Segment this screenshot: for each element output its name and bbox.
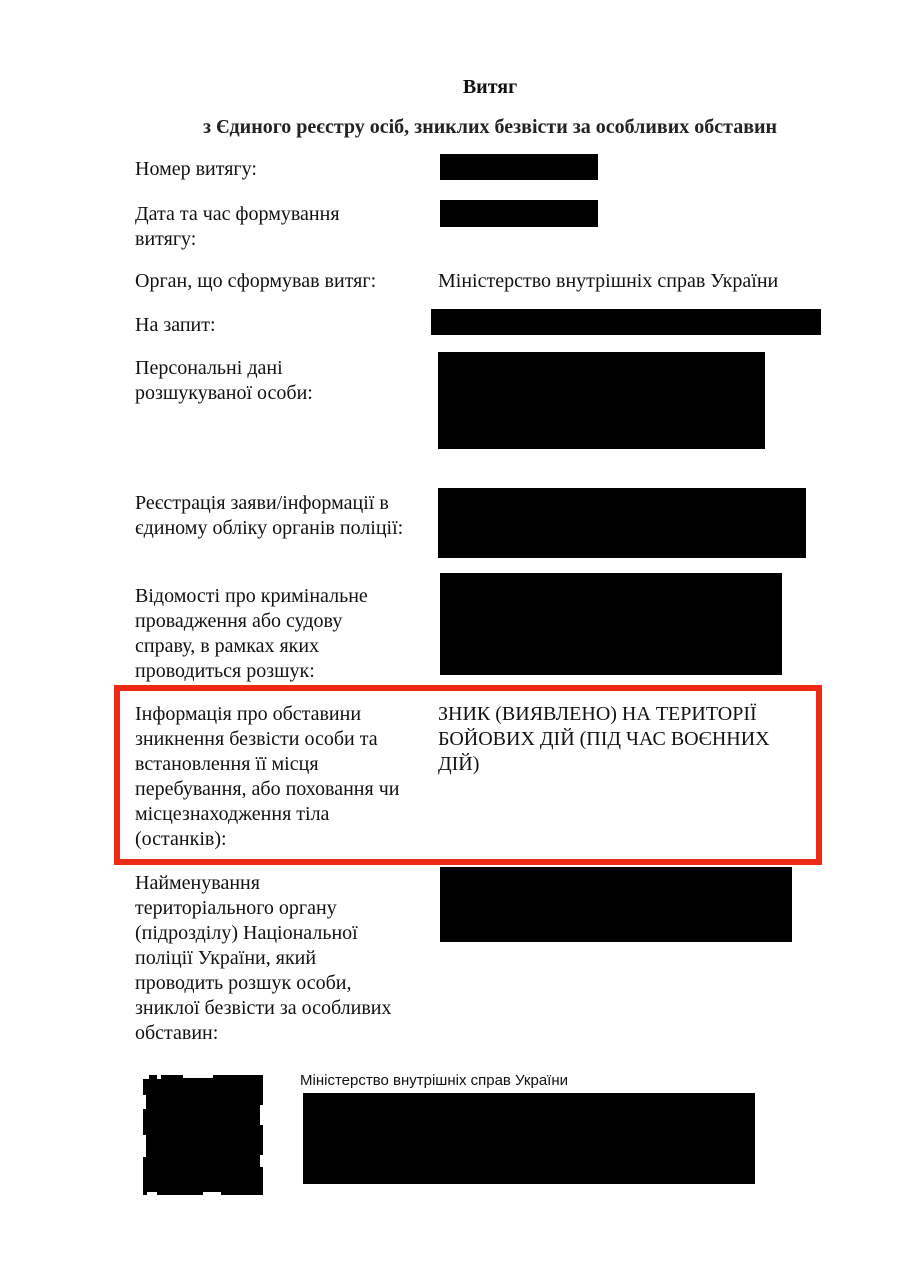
field-label-registration: Реєстрація заяви/інформації в єдиному обліку органів поліції: [135,492,404,539]
redacted-footer-signature [303,1093,755,1184]
field-value-circumstances: ЗНИК (ВИЯВЛЕНО) НА ТЕРИТОРІЇ БОЙОВИХ ДІЙ (ПІД ЧАС ВОЄННИХ ДІЙ) [438,703,770,775]
field-label-extract-number: Номер витягу: [135,158,257,180]
redacted-police-unit [440,867,792,942]
field-label-personal-data: Персональні дані розшукуваної особи: [135,357,313,404]
field-label-date-time: Дата та час формування витягу: [135,203,340,250]
field-label-police-unit: Найменування територіального органу (підрозділу) Національної поліції України, який проводить розшук особи, зниклої безвісти за особливих обставин: [135,872,392,1044]
field-label-circumstances: Інформація про обставини зникнення безвісти особи та встановлення її місця перебування, або поховання чи місцезнаходження тіла (останків): [135,703,400,850]
redacted-date-time [440,200,598,227]
footer-org-name: Міністерство внутрішніх справ України [300,1072,569,1089]
document-subtitle: з Єдиного реєстру осіб, зниклих безвісти за особливих обставин [202,116,778,138]
redacted-extract-number [440,154,598,180]
field-label-criminal-proceedings: Відомості про кримінальне провадження або судову справу, в рамках яких проводиться розшук: [135,585,368,682]
field-value-issuing-authority: Міністерство внутрішніх справ України [438,270,779,292]
field-label-issuing-authority: Орган, що сформував витяг: [135,270,377,292]
redacted-criminal-proceedings [440,573,782,675]
document-title: Витяг [462,76,518,98]
field-label-on-request: На запит: [135,314,216,336]
qr-code-icon [143,1075,263,1195]
redacted-registration [438,488,806,558]
redacted-personal-data [438,352,765,449]
redacted-on-request [431,309,821,335]
